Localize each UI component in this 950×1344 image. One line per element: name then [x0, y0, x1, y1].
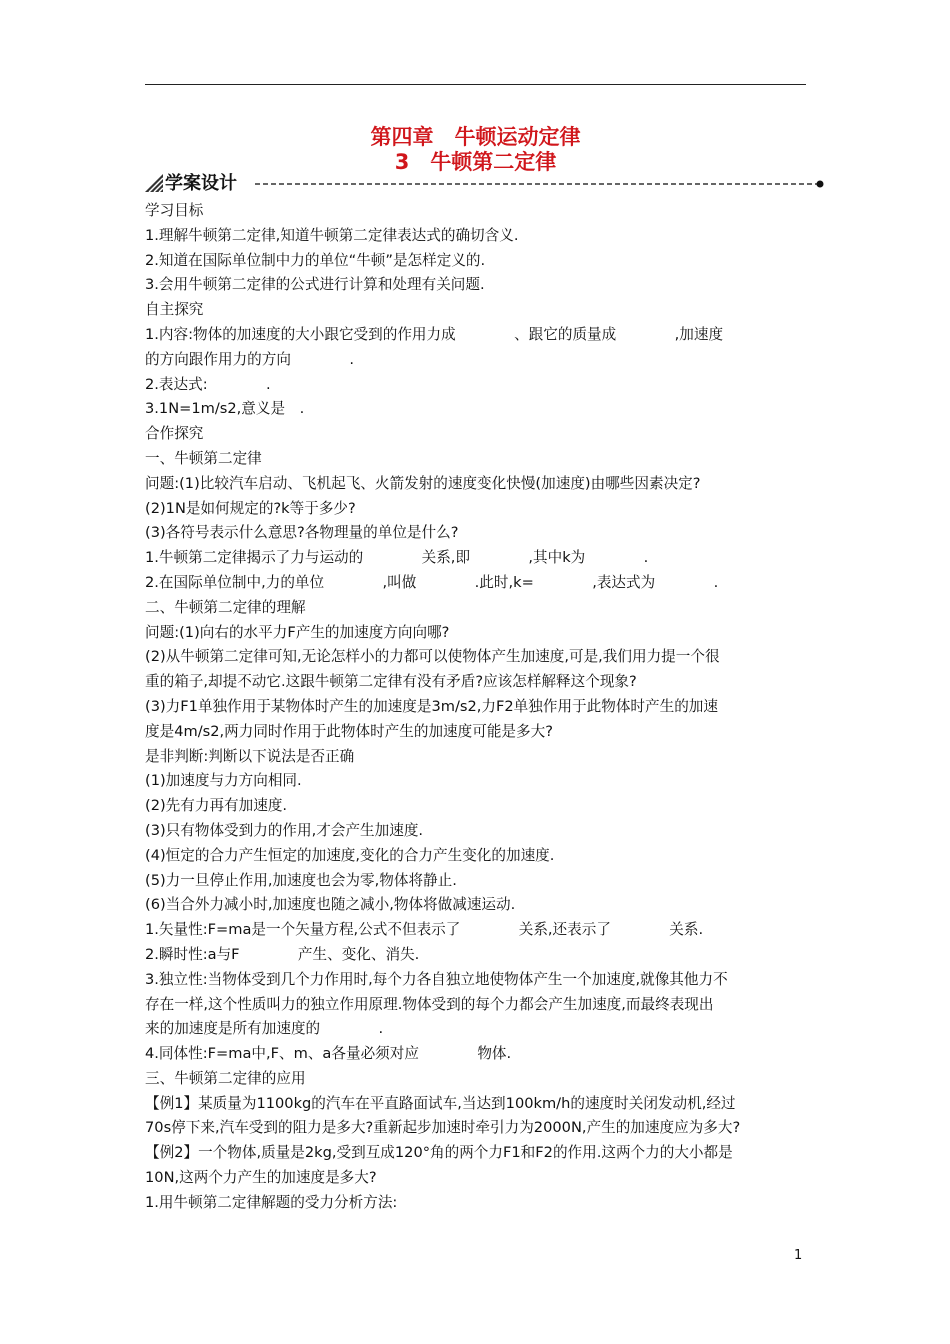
- text-line: 3.会用牛顿第二定律的公式进行计算和处理有关问题.: [145, 276, 485, 294]
- text-line: 是非判断:判断以下说法是否正确: [145, 747, 355, 765]
- text-line: (5)力一旦停止作用,加速度也会为零,物体将静止.: [145, 871, 457, 889]
- text-line: 70s停下来,汽车受到的阻力是多大?重新起步加速时牵引力为2000N,产生的加速度应为多大?: [145, 1119, 741, 1137]
- text-line: (2)先有力再有加速度.: [145, 797, 288, 815]
- text-line: 学习目标: [145, 202, 204, 219]
- text-line: 度是4m/s2,两力同时作用于此物体时产生的加速度可能是多大?: [145, 722, 553, 740]
- text-line: 问题:(1)向右的水平力F产生的加速度方向向哪?: [145, 623, 450, 641]
- text-line: 2.知道在国际单位制中力的单位“牛顿”是怎样定义的.: [145, 251, 486, 269]
- text-line: 自主探究: [145, 301, 204, 319]
- banner-dotted-line: [255, 172, 825, 196]
- text-line: 三、牛顿第二定律的应用: [145, 1069, 306, 1087]
- text-line: (2)从牛顿第二定律可知,无论怎样小的力都可以使物体产生加速度,可是,我们用力提一个很: [145, 648, 720, 666]
- text-line: 合作探究: [145, 425, 204, 443]
- text-line: (6)当合外力减小时,加速度也随之减小,物体将做减速运动.: [145, 896, 516, 914]
- text-line: 1.牛顿第二定律揭示了力与运动的 关系,即 ,其中k为 .: [145, 549, 649, 567]
- text-line: 1.矢量性:F=ma是一个矢量方程,公式不但表示了 关系,还表示了 关系.: [145, 921, 704, 939]
- header-rule: [145, 84, 806, 85]
- text-line: 问题:(1)比较汽车启动、飞机起飞、火箭发射的速度变化快慢(加速度)由哪些因素决定?: [145, 474, 701, 492]
- text-line: (3)力F1单独作用于某物体时产生的加速度是3m/s2,力F2单独作用于此物体时产生的加速: [145, 697, 718, 715]
- text-line: 1.理解牛顿第二定律,知道牛顿第二定律表达式的确切含义.: [145, 226, 519, 244]
- text-line: 3.1N=1m/s2,意义是 .: [145, 400, 305, 418]
- text-line: 2.瞬时性:a与F 产生、变化、消失.: [145, 945, 420, 963]
- text-line: 来的加速度是所有加速度的 .: [145, 1020, 384, 1038]
- text-line: 3.独立性:当物体受到几个力作用时,每个力各自独立地使物体产生一个加速度,就像其他力不: [145, 970, 728, 988]
- text-line: (3)只有物体受到力的作用,才会产生加速度.: [145, 821, 424, 839]
- text-line: 1.内容:物体的加速度的大小跟它受到的作用力成 、跟它的质量成 ,加速度: [145, 325, 724, 343]
- text-line: 一、牛顿第二定律: [145, 449, 262, 467]
- section-banner: [145, 172, 825, 196]
- text-line: 【例1】某质量为1100kg的汽车在平直路面试车,当达到100km/h的速度时关闭发动机,经过: [145, 1094, 736, 1112]
- text-line: (4)恒定的合力产生恒定的加速度,变化的合力产生变化的加速度.: [145, 846, 555, 864]
- text-line: (3)各符号表示什么意思?各物理量的单位是什么?: [145, 524, 459, 542]
- text-line: 4.同体性:F=ma中,F、m、a各量必须对应 物体.: [145, 1045, 512, 1063]
- text-line: (1)加速度与力方向相同.: [145, 772, 302, 790]
- text-line: 的方向跟作用力的方向 .: [145, 350, 354, 368]
- text-line: 10N,这两个力产生的加速度是多大?: [145, 1169, 377, 1187]
- document-body: [145, 199, 807, 1216]
- text-line: 2.在国际单位制中,力的单位 ,叫做 .此时,k= ,表达式为 .: [145, 573, 719, 591]
- chapter-title: 第四章 牛顿运动定律: [370, 125, 581, 149]
- banner-stripes-icon: [145, 174, 165, 194]
- text-line: 1.用牛顿第二定律解题的受力分析方法:: [145, 1193, 398, 1211]
- text-line: 存在一样,这个性质叫力的独立作用原理.物体受到的每个力都会产生加速度,而最终表现出: [145, 995, 714, 1013]
- banner-label: 学案设计: [165, 173, 237, 194]
- text-line: 【例2】一个物体,质量是2kg,受到互成120°角的两个力F1和F2的作用.这两个力的大小都是: [145, 1144, 733, 1162]
- text-line: 重的箱子,却提不动它.这跟牛顿第二定律有没有矛盾?应该怎样解释这个现象?: [145, 673, 637, 691]
- section-title: 3 牛顿第二定律: [394, 150, 557, 174]
- text-line: 2.表达式: .: [145, 375, 271, 393]
- text-line: 二、牛顿第二定律的理解: [145, 598, 306, 616]
- text-line: (2)1N是如何规定的?k等于多少?: [145, 499, 356, 517]
- page-number: 1: [794, 1248, 803, 1263]
